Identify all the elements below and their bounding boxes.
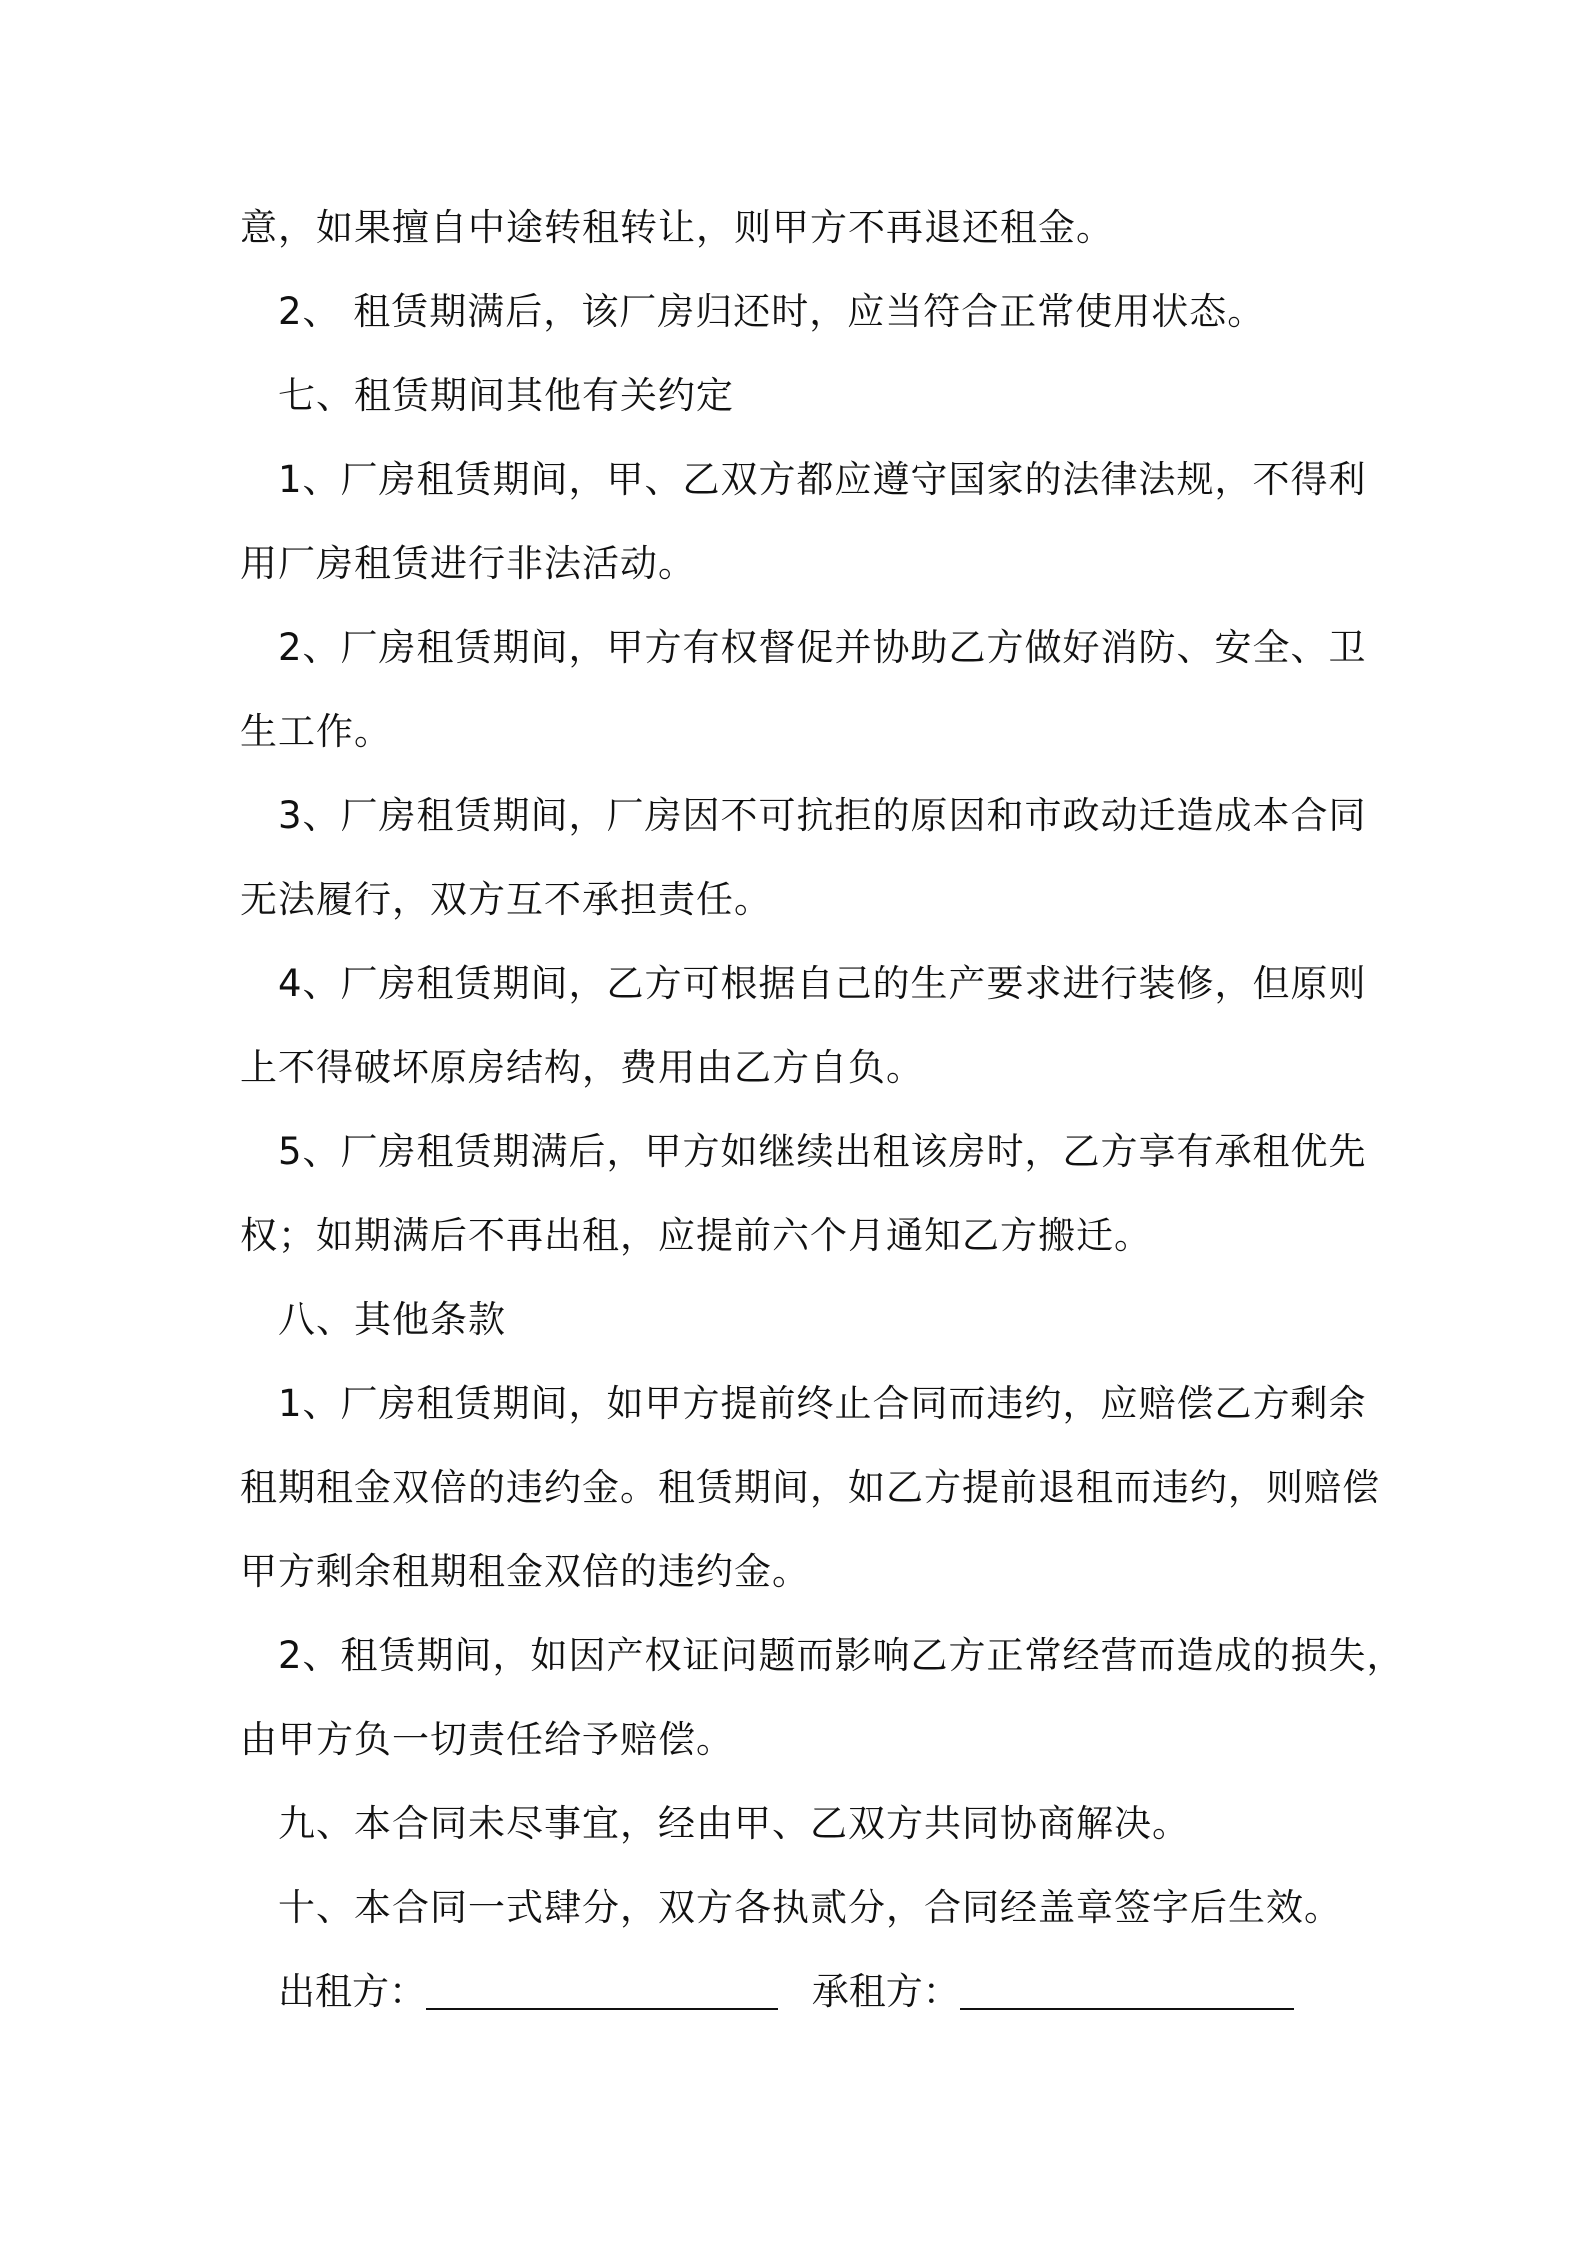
text-line-15: 1、厂房租赁期间，如甲方提前终止合同而违约，应赔偿乙方剩余 [278, 1382, 1367, 1425]
signature-row [278, 1968, 1294, 2016]
section-heading-10: 十、本合同一式肆分，双方各执贰分，合同经盖章签字后生效。 [278, 1886, 1342, 1929]
lessee-signature [812, 1968, 1294, 2016]
lessor-signature-line [426, 1972, 778, 2010]
text-line-1: 意，如果擅自中途转租转让，则甲方不再退还租金。 [240, 206, 1114, 249]
lessor-signature [278, 1968, 778, 2016]
lessee-label: 承租方： [811, 1970, 960, 2013]
text-line-17: 甲方剩余租期租金双倍的违约金。 [240, 1550, 810, 1593]
section-heading-7: 七、租赁期间其他有关约定 [278, 374, 734, 417]
text-line-19: 由甲方负一切责任给予赔偿。 [240, 1718, 734, 1761]
section-heading-8: 八、其他条款 [278, 1298, 506, 1341]
text-line-18: 2、租赁期间，如因产权证问题而影响乙方正常经营而造成的损失， [278, 1634, 1405, 1677]
section-heading-9: 九、本合同未尽事宜，经由甲、乙双方共同协商解决。 [278, 1802, 1190, 1845]
text-line-9: 无法履行，双方互不承担责任。 [240, 878, 772, 921]
text-line-4: 1、厂房租赁期间，甲、乙双方都应遵守国家的法律法规，不得利 [278, 458, 1367, 501]
lessor-label: 出租方： [278, 1970, 426, 2013]
text-line-12: 5、厂房租赁期满后，甲方如继续出租该房时，乙方享有承租优先 [278, 1130, 1367, 1173]
text-line-10: 4、厂房租赁期间，乙方可根据自己的生产要求进行装修，但原则 [278, 962, 1367, 1005]
text-line-8: 3、厂房租赁期间，厂房因不可抗拒的原因和市政动迁造成本合同 [278, 794, 1367, 837]
text-line-13: 权；如期满后不再出租，应提前六个月通知乙方搬迁。 [240, 1214, 1152, 1257]
text-line-7: 生工作。 [240, 710, 392, 753]
text-line-11: 上不得破坏原房结构，费用由乙方自负。 [240, 1046, 924, 1089]
text-line-5: 用厂房租赁进行非法活动。 [240, 542, 696, 585]
text-line-6: 2、厂房租赁期间，甲方有权督促并协助乙方做好消防、安全、卫 [278, 626, 1367, 669]
text-line-2: 2、 租赁期满后，该厂房归还时，应当符合正常使用状态。 [278, 290, 1266, 333]
text-line-16: 租期租金双倍的违约金。租赁期间，如乙方提前退租而违约，则赔偿 [240, 1466, 1380, 1509]
lessee-signature-line [960, 1972, 1294, 2010]
